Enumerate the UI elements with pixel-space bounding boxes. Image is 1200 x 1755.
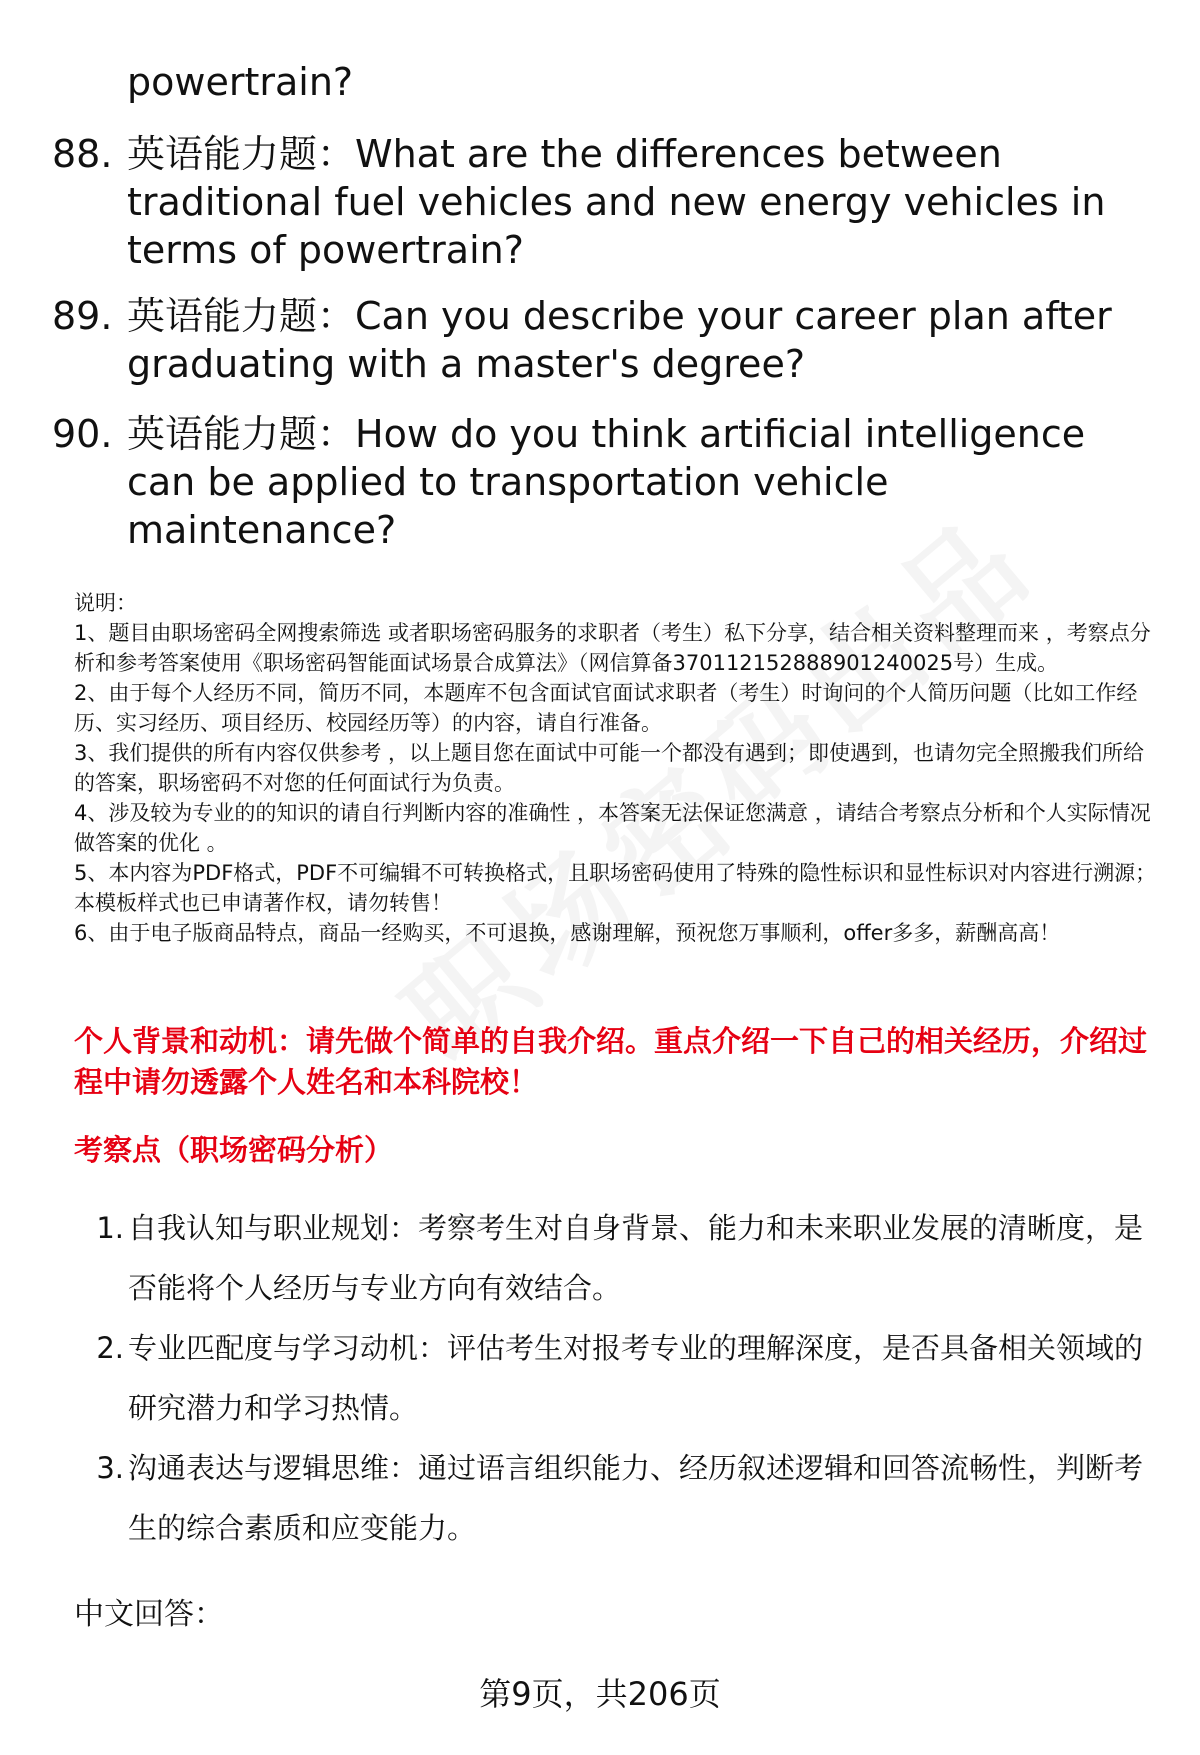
question-continuation: powertrain?: [127, 60, 354, 104]
point-text: 沟通表达与逻辑思维：通过语言组织能力、经历叙述逻辑和回答流畅性，判断考生的综合素质和应变能力。: [128, 1451, 1144, 1545]
note-item-1: 1、题目由职场密码全网搜索筛选 或者职场密码服务的求职者（考生）私下分享，结合相关资料整理而来 ，考察点分析和参考答案使用《职场密码智能面试场景合成算法》（网信算备370112152888901240025号）生成。: [74, 621, 1151, 675]
notes-title: 说明：: [74, 591, 137, 615]
point-number: 2.: [96, 1331, 124, 1365]
question-text: 英语能力题：Can you describe your career plan after graduating with a master's degree?: [127, 294, 1112, 386]
note-item-4: 4、涉及较为专业的的知识的请自行判断内容的准确性 ，本答案无法保证您满意 ，请结合考察点分析和个人实际情况做答案的优化 。: [74, 801, 1151, 855]
point-number: 3.: [96, 1451, 124, 1485]
list-item: [74, 1318, 1154, 1438]
question-number: 90.: [52, 412, 113, 456]
note-item-2: 2、由于每个人经历不同，简历不同，本题库不包含面试官面试求职者（考生）时询问的个人简历问题（比如工作经历、实习经历、项目经历、校园经历等）的内容，请自行准备。: [74, 681, 1138, 735]
analysis-points-list: [74, 1198, 1154, 1558]
question-text: 英语能力题：What are the differences between traditional fuel vehicles and new energy vehicles in terms of powertrain?: [127, 132, 1106, 272]
point-text: 专业匹配度与学习动机：评估考生对报考专业的理解深度，是否具备相关领域的研究潜力和学习热情。: [128, 1331, 1144, 1425]
interview-question-heading: 个人背景和动机：请先做个简单的自我介绍。重点介绍一下自己的相关经历，介绍过程中请勿透露个人姓名和本科院校！: [74, 1024, 1148, 1099]
disclaimer-notes: [74, 588, 1160, 948]
note-item-3: 3、我们提供的所有内容仅供参考 ，以上题目您在面试中可能一个都没有遇到；即使遇到，也请勿完全照搬我们所给的答案，职场密码不对您的任何面试行为负责。: [74, 741, 1145, 795]
point-text: 自我认知与职业规划：考察考生对自身背景、能力和未来职业发展的清晰度，是否能将个人经历与专业方向有效结合。: [128, 1211, 1144, 1305]
question-number: 89.: [52, 294, 113, 338]
note-item-5: 5、本内容为PDF格式，PDF不可编辑不可转换格式，且职场密码使用了特殊的隐性标识和显性标识对内容进行溯源；本模板样式也已申请著作权，请勿转售！: [74, 861, 1157, 915]
analysis-points-heading: 考察点（职场密码分析）: [74, 1133, 394, 1167]
question-number: 88.: [52, 132, 113, 176]
note-item-6: 6、由于电子版商品特点，商品一经购买，不可退换，感谢理解，预祝您万事顺利，offer多多，薪酬高高！: [74, 921, 1061, 945]
list-item: [74, 1198, 1154, 1318]
question-text: 英语能力题：How do you think artificial intelligence can be applied to transportation vehicle maintenance?: [127, 412, 1086, 552]
list-item: [74, 1438, 1154, 1558]
answer-label: 中文回答：: [74, 1597, 224, 1632]
page-footer: 第9页，共206页: [479, 1675, 721, 1713]
point-number: 1.: [96, 1211, 124, 1245]
